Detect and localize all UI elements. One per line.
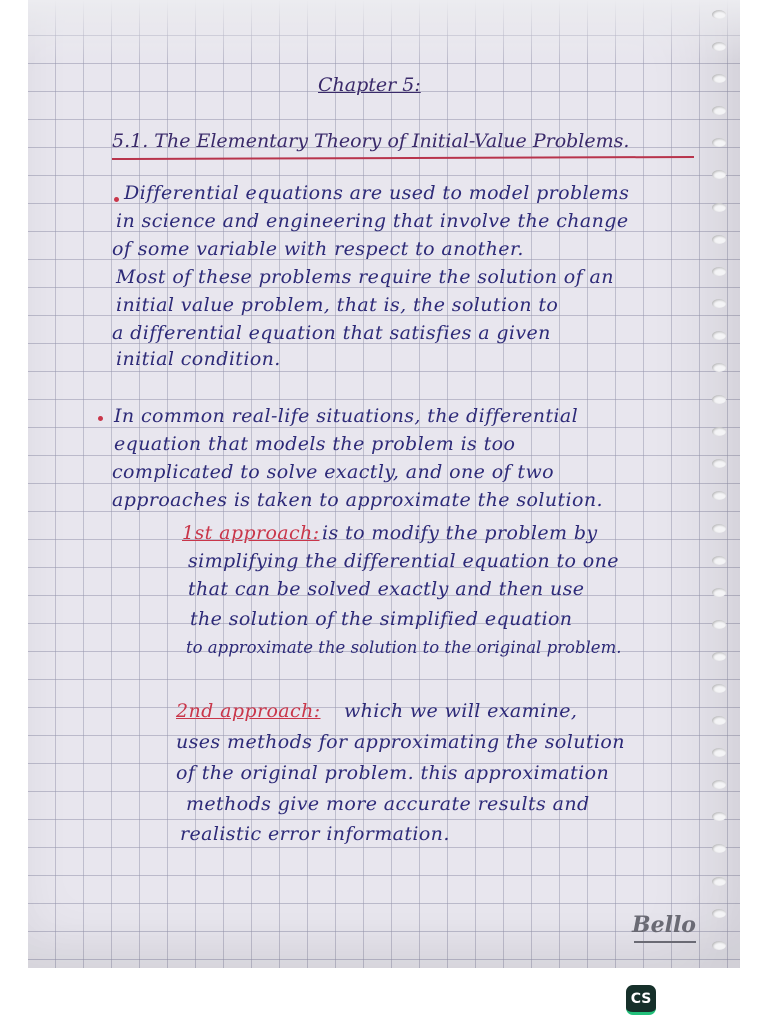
approach2-line: of the original problem. this approximation (176, 762, 610, 784)
paragraph1-line: Most of these problems require the solution of an (116, 266, 614, 288)
paragraph1-line: Differential equations are used to model problems (124, 182, 630, 204)
bullet-dot (114, 197, 119, 202)
binding-hole (712, 812, 726, 821)
binding-hole (712, 363, 726, 372)
approach1-line: that can be solved exactly and then use (188, 578, 585, 600)
binding-hole (712, 106, 726, 115)
binding-hole (712, 941, 726, 950)
binding-hole (712, 138, 726, 147)
paragraph1-line: of some variable with respect to another. (112, 238, 524, 260)
binding-hole (712, 780, 726, 789)
approach2-line: uses methods for approximating the solution (176, 731, 625, 753)
approach1-line: the solution of the simplified equation (190, 608, 573, 630)
approach2-line: which we will examine, (344, 700, 578, 722)
binding-hole (712, 203, 726, 212)
binding-hole (712, 620, 726, 629)
binding-hole (712, 684, 726, 693)
binding-hole (712, 235, 726, 244)
binding-hole (712, 524, 726, 533)
binding-hole (712, 556, 726, 565)
paragraph1-line: initial condition. (116, 348, 281, 370)
approach2-line: methods give more accurate results and (186, 793, 590, 815)
approach1-line: is to modify the problem by (322, 522, 598, 544)
paragraph2-line: complicated to solve exactly, and one of two (112, 461, 554, 483)
approach1-label: 1st approach: (182, 522, 320, 544)
binding-hole (712, 267, 726, 276)
paragraph1-line: a differential equation that satisfies a given (112, 322, 551, 344)
approach1-line: simplifying the differential equation to one (188, 550, 619, 572)
binding-hole (712, 652, 726, 661)
paragraph2-line: equation that models the problem is too (114, 433, 516, 455)
spiral-binding (712, 10, 734, 950)
signature: Bello (632, 912, 696, 938)
binding-hole (712, 299, 726, 308)
binding-hole (712, 74, 726, 83)
binding-hole (712, 909, 726, 918)
paragraph1-line: in science and engineering that involve the change (116, 210, 629, 232)
chapter-title: Chapter 5: (318, 74, 421, 96)
paragraph2-line: approaches is taken to approximate the solution. (112, 489, 603, 511)
approach1-line: to approximate the solution to the original problem. (186, 638, 622, 657)
binding-hole (712, 427, 726, 436)
approach2-label: 2nd approach: (176, 700, 321, 722)
binding-hole (712, 877, 726, 886)
camscanner-badge: CS (626, 985, 656, 1015)
signature-underline (634, 941, 696, 943)
binding-hole (712, 716, 726, 725)
binding-hole (712, 170, 726, 179)
binding-hole (712, 395, 726, 404)
page-top-shade (28, 0, 740, 60)
section-title: 5.1. The Elementary Theory of Initial-Value Problems. (112, 130, 630, 152)
paragraph1-line: initial value problem, that is, the solution to (116, 294, 559, 316)
approach2-line: realistic error information. (180, 823, 450, 845)
binding-hole (712, 491, 726, 500)
binding-hole (712, 331, 726, 340)
bullet-dot (98, 416, 103, 421)
binding-hole (712, 459, 726, 468)
binding-hole (712, 844, 726, 853)
binding-hole (712, 42, 726, 51)
binding-hole (712, 10, 726, 19)
binding-hole (712, 748, 726, 757)
binding-hole (712, 588, 726, 597)
paragraph2-line: In common real-life situations, the differential (114, 405, 579, 427)
